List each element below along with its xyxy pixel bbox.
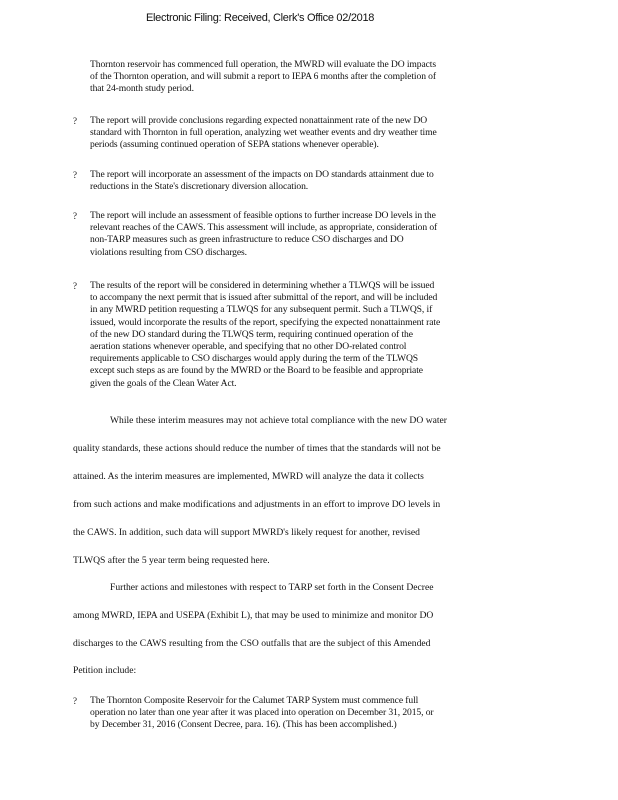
bullet-item	[90, 280, 538, 390]
text-line: The report will incorporate an assessment of the impacts on DO standards attainment due to	[90, 169, 434, 180]
bullet-marker: ?	[73, 281, 77, 291]
text-line: non-TARP measures such as green infrastructure to reduce CSO discharges and DO	[90, 234, 404, 246]
paragraph-line: quality standards, these actions should reduce the number of times that the standards will not be	[73, 443, 441, 454]
paragraph-line: the CAWS. In addition, such data will support MWRD's likely request for another, revised	[73, 527, 420, 538]
text-line: except such steps as are found by the MWRD or the Board to be feasible and appropriate	[90, 365, 423, 377]
text-line: The results of the report will be considered in determining whether a TLWQS will be issued	[90, 280, 435, 291]
text-line: violations resulting from CSO discharges.	[90, 246, 247, 258]
text-line: reductions in the State's discretionary diversion allocation.	[90, 181, 309, 193]
bullet-marker: ?	[73, 116, 77, 126]
bullet-marker: ?	[73, 696, 77, 706]
paragraph-line: among MWRD, IEPA and USEPA (Exhibit L), that may be used to minimize and monitor DO	[73, 610, 434, 621]
paragraph-line: Petition include:	[73, 665, 137, 676]
text-line: The report will include an assessment of feasible options to further increase DO levels in the	[90, 210, 436, 221]
text-line: Thornton reservoir has commenced full operation, the MWRD will evaluate the DO impacts	[90, 59, 436, 70]
text-line: of the Thornton operation, and will submit a report to IEPA 6 months after the completion of	[90, 71, 436, 83]
text-line: The report will provide conclusions regarding expected nonattainment rate of the new DO	[90, 115, 428, 126]
text-line: aeration stations whenever operable, and specifying that no other DO-related control	[90, 341, 407, 353]
bullet-marker: ?	[73, 211, 77, 221]
text-line: The Thornton Composite Reservoir for the Calumet TARP System must commence full	[90, 695, 419, 706]
text-line: in any MWRD petition requesting a TLWQS for any subsequent permit. Such a TLWQS, if	[90, 304, 433, 316]
text-line: standard with Thornton in full operation, analyzing wet weather events and dry weather time	[90, 127, 437, 139]
text-line: by December 31, 2016 (Consent Decree, para. 16). (This has been accomplished.)	[90, 719, 397, 731]
text-line: requirements applicable to CSO discharges would apply during the term of the TLWQS	[90, 353, 419, 365]
intro-paragraph	[90, 59, 538, 96]
bullet-item	[90, 695, 538, 732]
filing-header: Electronic Filing: Received, Clerk's Office 02/2018	[146, 12, 375, 24]
text-line: that 24-month study period.	[90, 83, 194, 95]
text-line: of the new DO standard during the TLWQS term, requiring continued operation of the	[90, 328, 413, 340]
text-line: to accompany the next permit that is issued after submittal of the report, and will be included	[90, 292, 438, 304]
bullet-item	[90, 210, 538, 259]
paragraph-line: from such actions and make modifications and adjustments in an effort to improve DO levels in	[73, 499, 441, 510]
bullet-marker: ?	[73, 170, 77, 180]
paragraph-line: Further actions and milestones with respect to TARP set forth in the Consent Decree	[110, 582, 434, 593]
text-line: issued, would incorporate the results of the report, specifying the expected nonattainment rate	[90, 316, 441, 328]
paragraph-line: While these interim measures may not achieve total compliance with the new DO water	[110, 415, 447, 426]
text-line: relevant reaches of the CAWS. This assessment will include, as appropriate, consideration of	[90, 222, 438, 234]
paragraph-line: attained. As the interim measures are implemented, MWRD will analyze the data it collects	[73, 471, 424, 482]
bullet-item	[90, 115, 538, 152]
bullet-item	[90, 169, 538, 193]
text-line: given the goals of the Clean Water Act.	[90, 377, 237, 389]
text-line: periods (assuming continued operation of SEPA stations whenever operable).	[90, 139, 379, 151]
text-line: operation no later than one year after it was placed into operation on December 31, 2015, or	[90, 707, 434, 719]
paragraph-line: TLWQS after the 5 year term being requested here.	[73, 555, 270, 566]
paragraph-line: discharges to the CAWS resulting from the CSO outfalls that are the subject of this Amended	[73, 638, 431, 649]
